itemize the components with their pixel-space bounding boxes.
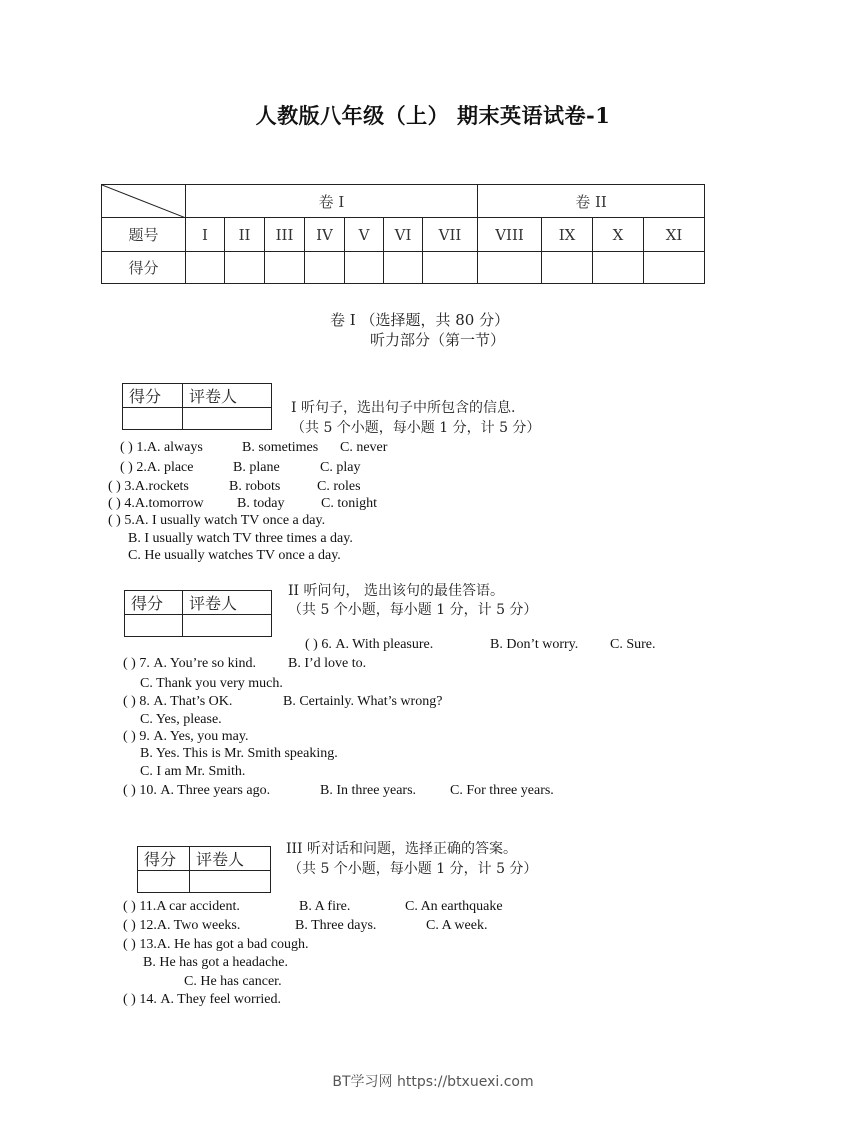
row-label-score: 得分 bbox=[102, 252, 186, 284]
grader-name-cell bbox=[190, 871, 271, 893]
col-IV: IV bbox=[305, 218, 345, 252]
question-6 bbox=[305, 637, 656, 653]
question-14 bbox=[123, 992, 281, 1008]
score-cell-IV bbox=[305, 252, 345, 284]
question-9-option-b: B. Yes. This is Mr. Smith speaking. bbox=[140, 746, 338, 761]
option-c: C. never bbox=[340, 440, 388, 455]
col-II: II bbox=[225, 218, 265, 252]
answer-blank[interactable]: ( ) 9. bbox=[123, 729, 150, 744]
grader-score-cell bbox=[138, 871, 190, 893]
score-cell-IX bbox=[542, 252, 593, 284]
option-c: C. Sure. bbox=[610, 637, 656, 652]
section-1-note: （共 5 个小题，每小题 1 分，计 5 分） bbox=[291, 420, 541, 436]
grader-name-label: 评卷人 bbox=[183, 384, 272, 408]
question-9 bbox=[123, 729, 248, 745]
option-b: B. In three years. bbox=[320, 783, 417, 798]
document-title: 人教版八年级（上） 期末英语试卷-1 bbox=[255, 103, 611, 128]
question-5-option-b: B. I usually watch TV three times a day. bbox=[128, 531, 353, 546]
grader-name-label: 评卷人 bbox=[183, 591, 272, 615]
section-3-title: III 听对话和问题，选择正确的答案。 bbox=[286, 841, 518, 857]
question-3 bbox=[108, 479, 361, 495]
option-a: A. Three years ago. bbox=[160, 783, 271, 798]
option-b: B. Don’t worry. bbox=[490, 637, 579, 652]
option-a: A. That’s OK. bbox=[153, 694, 233, 709]
juan2-header: 卷 II bbox=[478, 185, 705, 218]
answer-blank[interactable]: ( ) 12. bbox=[123, 918, 157, 933]
question-10 bbox=[123, 783, 554, 799]
question-11 bbox=[123, 899, 503, 915]
score-cell-I bbox=[186, 252, 225, 284]
question-9-option-c: C. I am Mr. Smith. bbox=[140, 764, 246, 779]
option-c: C. A week. bbox=[426, 918, 488, 933]
score-cell-VI bbox=[384, 252, 423, 284]
grader-score-cell bbox=[125, 615, 183, 637]
part-heading-line2: 听力部分（第一节） bbox=[370, 331, 506, 349]
option-a: A.tomorrow bbox=[134, 496, 204, 511]
diagonal-header-cell bbox=[102, 185, 186, 218]
col-III: III bbox=[265, 218, 305, 252]
option-c: C. roles bbox=[317, 479, 361, 494]
option-c: C. An earthquake bbox=[405, 899, 503, 914]
answer-blank[interactable]: ( ) 10. bbox=[123, 783, 157, 798]
grader-score-label: 得分 bbox=[138, 847, 190, 871]
option-b: B. robots bbox=[229, 479, 281, 494]
question-8-option-c: C. Yes, please. bbox=[140, 712, 222, 727]
answer-blank[interactable]: ( ) 6. bbox=[305, 637, 332, 652]
option-b: B. sometimes bbox=[242, 440, 319, 455]
option-b: B. plane bbox=[233, 460, 280, 475]
answer-blank[interactable]: ( ) 14. bbox=[123, 992, 157, 1007]
option-a: A. He has got a bad cough. bbox=[156, 937, 309, 952]
answer-blank[interactable]: ( ) 13. bbox=[123, 937, 157, 952]
score-cell-VIII bbox=[478, 252, 542, 284]
section-2-title: II 听问句， 选出该句的最佳答语。 bbox=[288, 583, 504, 599]
score-cell-III bbox=[265, 252, 305, 284]
juan1-header: 卷 I bbox=[186, 185, 478, 218]
question-4 bbox=[108, 496, 378, 512]
option-b: B. today bbox=[237, 496, 285, 511]
col-VIII: VIII bbox=[478, 218, 542, 252]
grader-score-label: 得分 bbox=[125, 591, 183, 615]
answer-blank[interactable]: ( ) 5. bbox=[108, 513, 135, 528]
answer-blank[interactable]: ( ) 8. bbox=[123, 694, 150, 709]
question-8 bbox=[123, 694, 443, 710]
grader-score-cell bbox=[123, 408, 183, 430]
col-I: I bbox=[186, 218, 225, 252]
col-VII: VII bbox=[423, 218, 478, 252]
section-3-note: （共 5 个小题，每小题 1 分，计 5 分） bbox=[288, 861, 538, 877]
option-a: A. I usually watch TV once a day. bbox=[134, 513, 326, 528]
row-label-number: 题号 bbox=[102, 218, 186, 252]
option-b: B. Certainly. What’s wrong? bbox=[283, 694, 443, 709]
question-7-option-c: C. Thank you very much. bbox=[140, 676, 283, 691]
option-c: C. For three years. bbox=[450, 783, 554, 798]
option-a: A. You’re so kind. bbox=[153, 656, 257, 671]
score-cell-II bbox=[225, 252, 265, 284]
section-2-note: （共 5 个小题，每小题 1 分，计 5 分） bbox=[288, 602, 538, 618]
option-b: B. Three days. bbox=[295, 918, 377, 933]
question-13-option-b: B. He has got a headache. bbox=[143, 955, 288, 970]
score-cell-X bbox=[593, 252, 644, 284]
diagonal-line-icon bbox=[102, 185, 186, 218]
option-a: A. place bbox=[146, 460, 194, 475]
question-7 bbox=[123, 656, 367, 672]
grader-name-cell bbox=[183, 615, 272, 637]
option-a: A.rockets bbox=[134, 479, 189, 494]
option-a: A. Two weeks. bbox=[156, 918, 241, 933]
option-b: B. I’d love to. bbox=[288, 656, 367, 671]
part-heading-line1: 卷 I （选择题，共 80 分） bbox=[330, 311, 510, 329]
col-V: V bbox=[345, 218, 384, 252]
option-a: A. always bbox=[146, 440, 203, 455]
grader-name-cell bbox=[183, 408, 272, 430]
grader-box-section-3 bbox=[137, 846, 271, 893]
answer-blank[interactable]: ( ) 2. bbox=[120, 460, 147, 475]
question-2 bbox=[120, 460, 361, 476]
score-cell-V bbox=[345, 252, 384, 284]
col-XI: XI bbox=[644, 218, 705, 252]
grader-box-section-2 bbox=[124, 590, 272, 637]
footer-watermark: BT学习网 https://btxuexi.com bbox=[332, 1074, 534, 1090]
section-1-title: I 听句子，选出句子中所包含的信息. bbox=[291, 400, 516, 416]
question-12 bbox=[123, 918, 488, 934]
grader-score-label: 得分 bbox=[123, 384, 183, 408]
option-c: C. play bbox=[320, 460, 361, 475]
option-b: B. A fire. bbox=[299, 899, 351, 914]
answer-blank[interactable]: ( ) 3. bbox=[108, 479, 135, 494]
question-13 bbox=[123, 937, 308, 953]
answer-blank[interactable]: ( ) 11. bbox=[123, 899, 157, 914]
score-cell-VII bbox=[423, 252, 478, 284]
col-IX: IX bbox=[542, 218, 593, 252]
answer-blank[interactable]: ( ) 1. bbox=[120, 440, 147, 455]
answer-blank[interactable]: ( ) 7. bbox=[123, 656, 150, 671]
score-cell-XI bbox=[644, 252, 705, 284]
option-a: A. With pleasure. bbox=[335, 637, 434, 652]
col-X: X bbox=[593, 218, 644, 252]
option-c: C. tonight bbox=[321, 496, 378, 511]
question-1 bbox=[120, 440, 388, 456]
question-5 bbox=[108, 513, 325, 529]
question-13-option-c: C. He has cancer. bbox=[184, 974, 282, 989]
answer-blank[interactable]: ( ) 4. bbox=[108, 496, 135, 511]
col-VI: VI bbox=[384, 218, 423, 252]
grader-box-section-1 bbox=[122, 383, 272, 430]
score-table bbox=[101, 184, 705, 284]
option-a: A car accident. bbox=[156, 899, 240, 914]
question-5-option-c: C. He usually watches TV once a day. bbox=[128, 548, 341, 563]
option-a: A. They feel worried. bbox=[160, 992, 281, 1007]
option-a: A. Yes, you may. bbox=[153, 729, 249, 744]
grader-name-label: 评卷人 bbox=[190, 847, 271, 871]
